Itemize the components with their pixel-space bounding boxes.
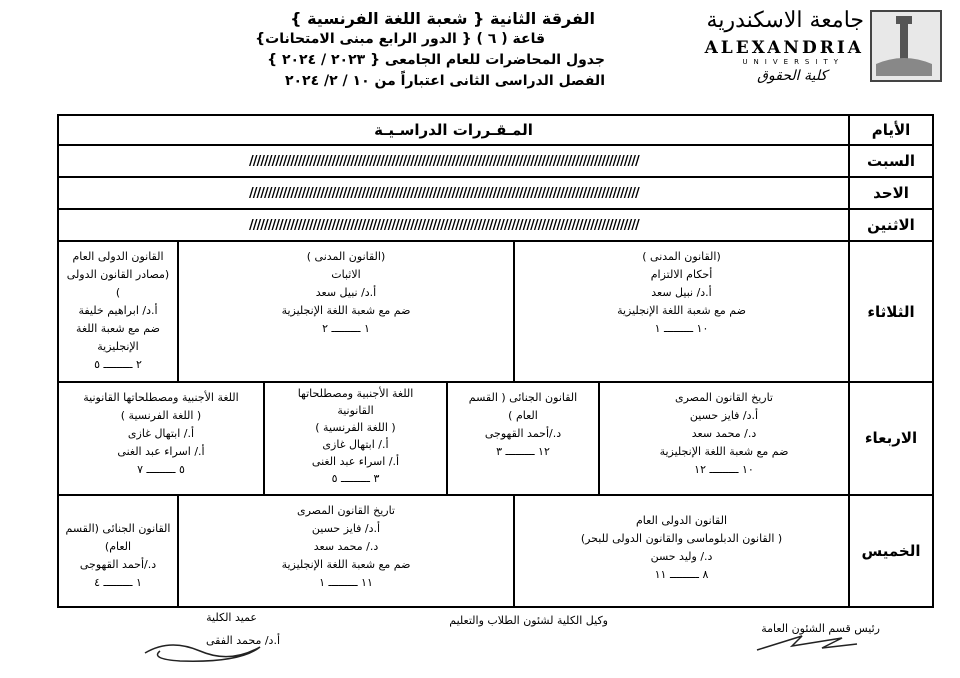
table-row	[58, 241, 933, 382]
general-affairs-signature	[752, 628, 862, 656]
table-row	[58, 382, 933, 494]
header-line-3: جدول المحاضرات للعام الجامعى { ٢٠٢٣ / ٢٠٢٤ }	[267, 52, 605, 68]
course-cell	[59, 383, 263, 493]
day-tuesday: الثلاثاء	[849, 241, 933, 382]
course-title: القانون الجنائى ( القسم	[468, 391, 578, 405]
course-note: ضم مع شعبة اللغة الإنجليزية	[617, 304, 746, 318]
course-cell	[446, 383, 598, 493]
course-instructor: د./ وليد حسن	[650, 549, 713, 563]
course-time: ١ ـــــــــ ٤	[94, 575, 142, 589]
footer-dean-name: أ.د/ محمد الفقى	[206, 634, 280, 647]
tuesday-slots	[58, 241, 849, 382]
footer-vice-dean: وكيل الكلية لشئون الطلاب والتعليم	[449, 614, 608, 627]
footer-dean: عميد الكلية	[206, 611, 257, 624]
course-instructor: أ.د/ نبيل سعد	[651, 286, 712, 300]
university-name-en: ALEXANDRIA	[704, 38, 864, 58]
course-title: تاريخ القانون المصرى	[296, 503, 395, 517]
course-instructor: د./أحمد القهوجى	[484, 427, 562, 441]
table-row	[58, 495, 933, 608]
course-cell	[263, 383, 446, 493]
course-title: القانون الدولى العام	[635, 513, 728, 527]
course-cell	[59, 242, 177, 381]
course-instructor: د./أحمد القهوجى	[79, 557, 157, 571]
empty-slot-monday: ////////////////////////////////////////////////////////////////////////////////////////////////////////	[58, 209, 849, 241]
course-instructor: أ.د/ نبيل سعد	[315, 286, 377, 300]
document-header	[210, 8, 605, 92]
course-cell	[513, 242, 848, 381]
university-sub-en: UNIVERSITY	[742, 58, 844, 66]
course-subtitle: أحكام الالتزام	[650, 268, 713, 282]
course-title: (القانون المدنى )	[306, 250, 386, 264]
day-sunday: الاحد	[849, 177, 933, 209]
schedule-table	[57, 114, 934, 608]
course-title: (القانون المدنى )	[642, 250, 721, 264]
course-note: ضم مع شعبة اللغة الإنجليزية	[659, 445, 789, 459]
table-row	[58, 209, 933, 241]
table-row	[58, 177, 933, 209]
dean-signature	[140, 633, 280, 668]
university-seal-icon	[870, 10, 942, 82]
faculty-name: كلية الحقوق	[757, 68, 827, 84]
course-time: ٣ ـــــــــ ٥	[331, 472, 380, 486]
course-time: ٨ ـــــــــ ١١	[654, 567, 709, 581]
course-note: ضم مع شعبة اللغة الإنجليزية	[76, 322, 160, 354]
header-line-2: قاعة ( ٦ ) { الدور الرابع مبنى الامتحانات}	[255, 31, 545, 47]
course-cell	[513, 496, 848, 607]
day-saturday: السبت	[849, 145, 933, 177]
day-thursday: الخميس	[849, 495, 933, 608]
course-cell	[598, 383, 848, 493]
course-cell	[177, 242, 513, 381]
course-subtitle: (مصادر القانون الدولى )	[66, 268, 170, 300]
course-title: القانون الدولى العام	[72, 250, 164, 264]
course-time: ١٠ ـــــــــ ١	[654, 322, 709, 336]
course-subtitle: العام )	[508, 409, 538, 423]
course-time: ١ ـــــــــ ٢	[322, 322, 370, 336]
table-header-row	[58, 115, 933, 145]
course-title: اللغة الأجنبية ومصطلحاتها القانونية	[83, 391, 239, 405]
course-instructor: د./ محمد سعد	[313, 539, 379, 553]
course-subtitle: ( القانون الدبلوماسى والقانون الدولى للبحر)	[580, 531, 783, 545]
course-instructor: أ.د/ فايز حسين	[689, 409, 759, 423]
course-instructor: أ.د/ فايز حسين	[311, 521, 381, 535]
empty-slot-saturday: ////////////////////////////////////////////////////////////////////////////////////////////////////////	[58, 145, 849, 177]
day-wednesday: الاربعاء	[849, 382, 933, 494]
course-time: ١٢ ـــــــــ ٣	[496, 445, 550, 459]
course-instructor: أ./ ابتهال غازى	[322, 438, 389, 452]
course-time: ١٠ ـــــــــ ١٢	[694, 463, 754, 477]
course-cell	[177, 496, 513, 607]
course-note: ضم مع شعبة اللغة الإنجليزية	[281, 557, 411, 571]
courses-header: المـقـررات الدراسـيـة	[58, 115, 849, 145]
course-title: اللغة الأجنبية ومصطلحاتها	[297, 387, 414, 401]
day-monday: الاثنين	[849, 209, 933, 241]
thursday-slots	[58, 495, 849, 608]
course-instructor: د./ محمد سعد	[691, 427, 757, 441]
course-note: ضم مع شعبة اللغة الإنجليزية	[281, 304, 411, 318]
course-instructor: أ.د/ ابراهيم خليفة	[78, 304, 158, 318]
footer-general-affairs: رئيس قسم الشئون العامة	[761, 622, 880, 635]
header-line-1: الفرقة الثانية { شعبة اللغة الفرنسية }	[290, 9, 595, 28]
course-time: ٥ ـــــــــ ٧	[137, 463, 185, 477]
course-instructor: أ./ اسراء عبد الغنى	[117, 445, 205, 459]
table-row	[58, 145, 933, 177]
course-instructor: أ./ اسراء عبد الغنى	[311, 455, 400, 469]
course-title: القانون الجنائى (القسم العام)	[65, 521, 171, 553]
course-title-cont: القانونية	[337, 404, 374, 418]
course-time: ١١ ـــــــــ ١	[319, 575, 373, 589]
course-subtitle: ( اللغة الفرنسية )	[120, 409, 202, 423]
course-cell	[59, 496, 177, 607]
wednesday-slots	[58, 382, 849, 494]
course-title: تاريخ القانون المصرى	[674, 391, 773, 405]
course-subtitle: ( اللغة الفرنسية )	[315, 421, 396, 435]
university-name-ar: جامعة الاسكندرية	[706, 8, 864, 33]
course-time: ٢ ـــــــــ ٥	[94, 358, 142, 372]
header-line-4: الفصل الدراسى الثانى اعتباراً من ١٠ / ٢/ ٢٠٢٤	[284, 73, 605, 89]
empty-slot-sunday: ////////////////////////////////////////////////////////////////////////////////////////////////////////	[58, 177, 849, 209]
course-subtitle: الاثبات	[331, 268, 361, 282]
university-logo	[687, 8, 942, 88]
days-header: الأيام	[849, 115, 933, 145]
course-instructor: أ./ ابتهال غازى	[127, 427, 195, 441]
